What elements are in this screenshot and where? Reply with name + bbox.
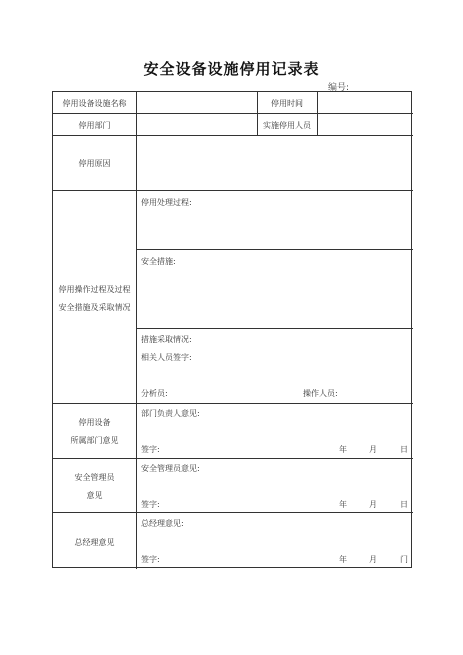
dept-opinion-label-line1: 停用设备 <box>78 418 111 427</box>
gm-month-label: 月 <box>369 555 377 564</box>
measures-status-label: 措施采取情况: <box>141 335 192 344</box>
row-divider <box>53 403 413 404</box>
stop-time-label: 停用时间 <box>271 99 303 108</box>
dept-year-label: 年 <box>339 445 347 454</box>
serial-number-label: 编号: <box>328 83 350 93</box>
reason-field[interactable] <box>137 136 413 190</box>
implementer-field[interactable] <box>318 114 413 135</box>
dept-day-label: 日 <box>400 445 408 454</box>
page-title: 安全设备设施停用记录表 <box>143 60 320 78</box>
safety-admin-opinion-label: 安全管理员意见: <box>141 464 200 473</box>
gm-opinion-label: 总经理意见 <box>74 538 115 547</box>
implementer-label: 实施停用人员 <box>263 121 311 130</box>
reason-label: 停用原因 <box>78 159 111 168</box>
safety-admin-month-label: 月 <box>369 500 377 509</box>
safety-admin-sign-label: 签字: <box>141 500 160 509</box>
operator-label: 操作人员: <box>303 389 338 398</box>
process-label-line1: 停用操作过程及过程 <box>58 285 131 294</box>
safety-measures-field[interactable] <box>137 250 413 328</box>
safety-admin-year-label: 年 <box>339 500 347 509</box>
dept-month-label: 月 <box>369 445 377 454</box>
safety-admin-day-label: 日 <box>400 500 408 509</box>
safety-admin-label-line1: 安全管理员 <box>74 473 115 482</box>
department-label: 停用部门 <box>78 121 111 130</box>
gm-year-label: 年 <box>339 555 347 564</box>
process-handling-field[interactable] <box>137 191 413 249</box>
equipment-name-label: 停用设备设施名称 <box>62 99 127 108</box>
record-form <box>52 91 412 568</box>
row-divider <box>53 458 413 459</box>
safety-admin-label-line2: 意见 <box>86 491 103 500</box>
row-divider <box>53 512 413 513</box>
stop-time-field[interactable] <box>318 92 413 113</box>
safety-measures-label: 安全措施: <box>141 257 176 266</box>
dept-head-opinion-label: 部门负责人意见: <box>141 409 200 418</box>
dept-sign-label: 签字: <box>141 445 160 454</box>
gm-day-label: 门 <box>400 555 408 564</box>
analyst-label: 分析员: <box>141 389 168 398</box>
process-label-line2: 安全措施及采取情况 <box>58 303 131 312</box>
related-signer-label: 相关人员签字: <box>141 353 192 362</box>
row-divider <box>136 328 413 329</box>
equipment-name-field[interactable] <box>137 92 257 113</box>
department-field[interactable] <box>137 114 257 135</box>
gm-opinion-field-label: 总经理意见: <box>141 519 184 528</box>
gm-sign-label: 签字: <box>141 555 160 564</box>
process-handling-label: 停用处理过程: <box>141 198 192 207</box>
dept-opinion-label-line2: 所属部门意见 <box>70 436 119 445</box>
